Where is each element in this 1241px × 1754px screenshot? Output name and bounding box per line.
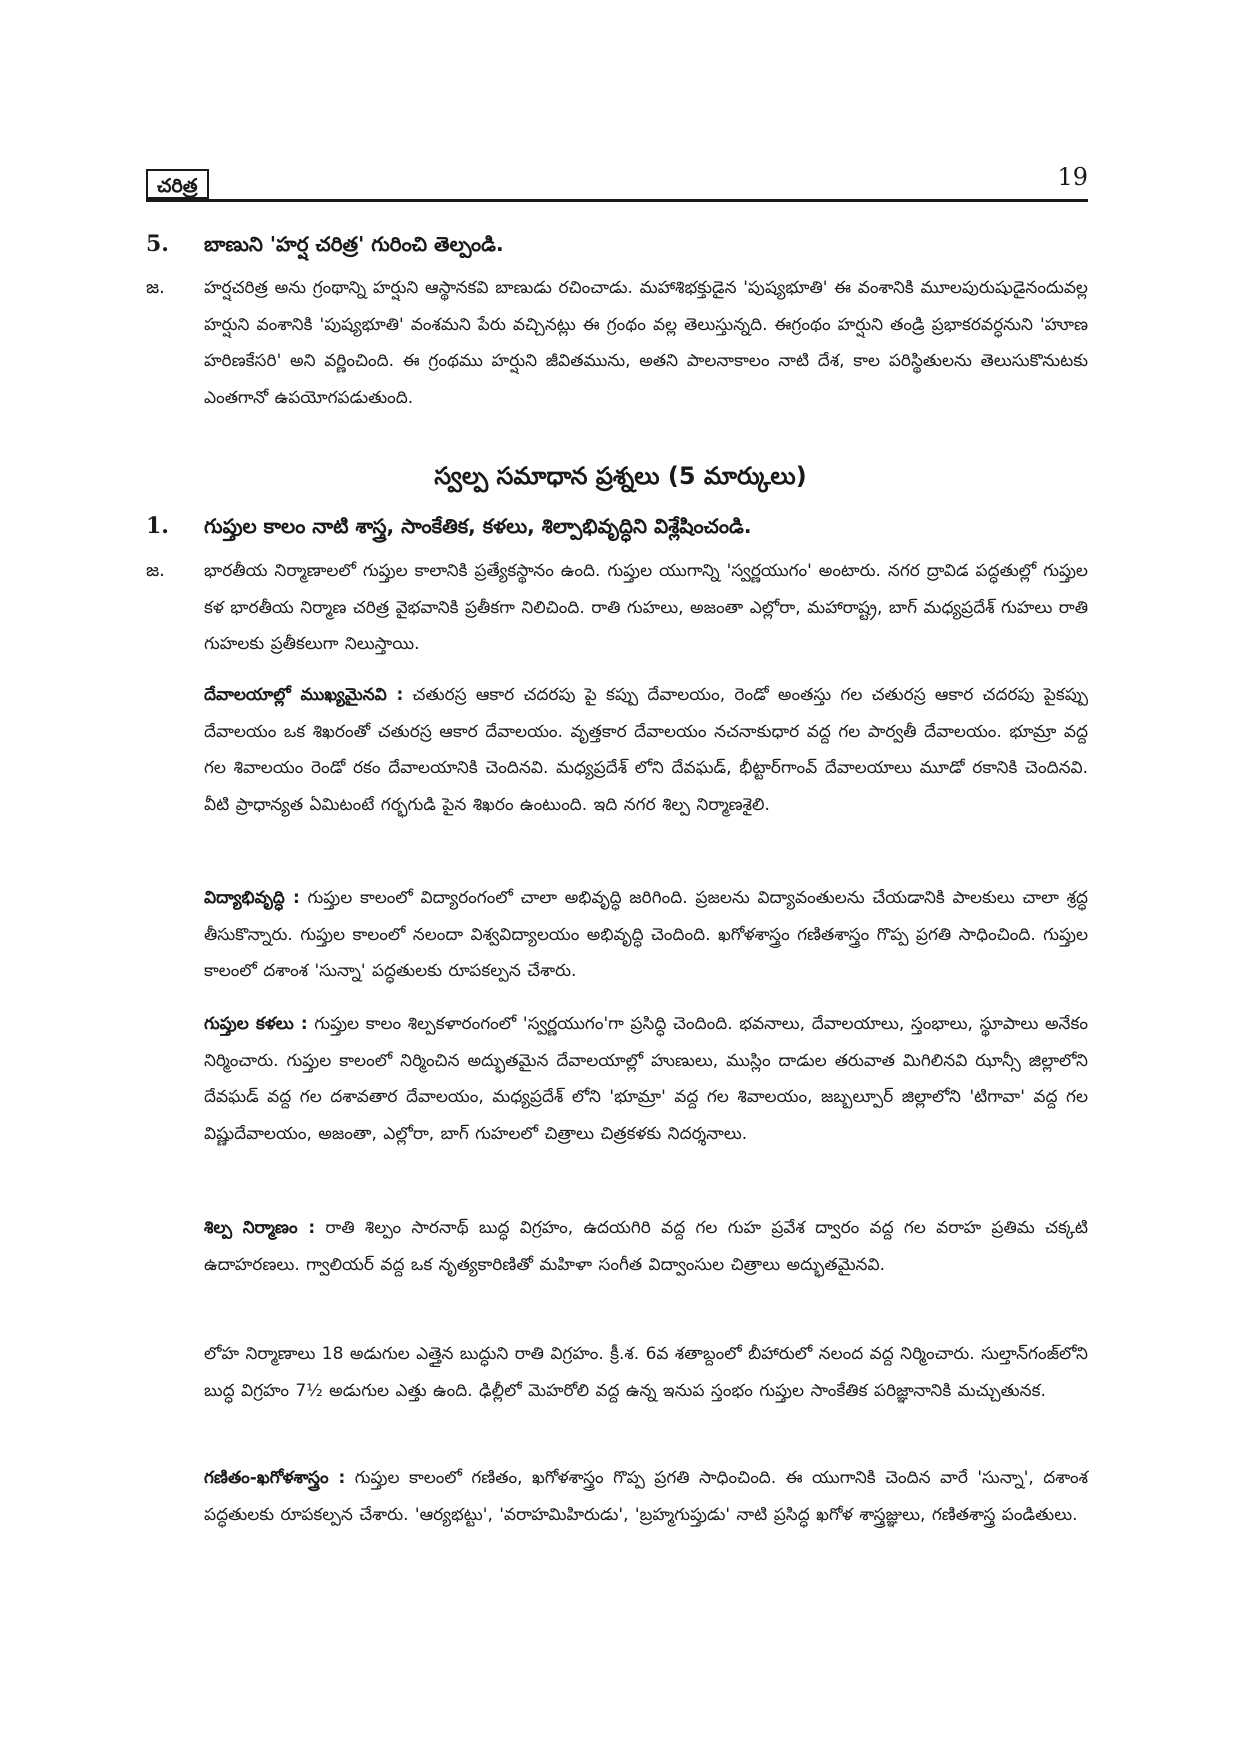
math-heading: గణితం-ఖగోళశాస్త్రం : [204, 1468, 346, 1488]
math-paragraph [204, 1460, 1088, 1533]
metal-paragraph: లోహ నిర్మాణాలు 18 అడుగుల ఎత్తైన బుద్ధుని రాతి విగ్రహం. క్రీ.శ. 6వ శతాబ్దంలో బీహారులో నలంద వద్ద నిర్మించారు. సుల్తాన్‌గంజ్‌లోని బుద్ధ విగ్రహం 7½ అడుగుల ఎత్తు ఉంది. ఢిల్లీలో మెహరోలి వద్ద ఉన్న ఇనుప స్తంభం గుప్తుల సాంకేతిక పరిజ్ఞానానికి మచ్చుతునక. [204, 1344, 1088, 1401]
page-number: 19 [1057, 163, 1088, 191]
answer-marker: జ. [146, 277, 165, 298]
sculpture-heading: శిల్ప నిర్మాణం : [204, 1218, 316, 1238]
temples-text: చతురస్ర ఆకార చదరపు పై కప్పు దేవాలయం, రెండో అంతస్తు గల చతురస్ర ఆకార చదరపు పైకప్పు దేవాలయం ఒక శిఖరంతో చతురస్ర ఆకార దేవాలయం. వృత్తకార దేవాలయం నచనాకుధార వద్ద గల పార్వతీ దేవాలయం. భూమ్రా వద్ద గల శివాలయం రెండో రకం దేవాలయానికి చెందినవి. మధ్యప్రదేశ్ లోని దేవఘడ్, భీట్టార్‌గాంవ్ దేవాలయాలు మూడో రకానికి చెందినవి. వీటి ప్రాధాన్యత ఏమిటంటే గర్భగుడి పైన శిఖరం ఉంటుంది. ఇది నగర శిల్ప నిర్మాణశైలి. [204, 685, 1088, 815]
arts-paragraph [204, 1006, 1088, 1152]
question-number: 5. [146, 231, 169, 257]
running-header [146, 162, 1088, 202]
question-text: గుప్తుల కాలం నాటి శాస్త్ర, సాంకేతిక, కళలు, శిల్పాభివృద్ధిని విశ్లేషించండి. [204, 514, 752, 538]
question-5 [146, 226, 504, 262]
question-number: 1. [146, 513, 169, 539]
sculpture-paragraph [204, 1210, 1088, 1283]
arts-heading: గుప్తుల కళలు : [204, 1014, 308, 1034]
math-text: గుప్తుల కాలంలో గణితం, ఖగోళశాస్త్రం గొప్ప ప్రగతి సాధించింది. ఈ యుగానికి చెందిన వారే 'సున్నా', దశాంశ పద్ధతులకు రూపకల్పన చేశారు. 'ఆర్యభట్టు', 'వరాహమిహిరుడు', 'బ్రహ్మగుప్తుడు' నాటి ప్రసిద్ధ ఖగోళ శాస్త్రజ్ఞులు, గణితశాస్త్ర పండితులు. [204, 1468, 1088, 1525]
education-heading: విద్యాభివృద్ధి : [204, 888, 300, 908]
temples-paragraph [204, 677, 1088, 823]
education-paragraph [204, 880, 1088, 990]
sculpture-text: రాతి శిల్పం సారనాథ్ బుద్ధ విగ్రహం, ఉదయగిరి వద్ద గల గుహ ప్రవేశ ద్వారం వద్ద గల వరాహ ప్రతిమ చక్కటి ఉదాహరణలు. గ్వాలియర్ వద్ద ఒక నృత్యకారిణితో మహిళా సంగీత విద్వాంసుల చిత్రాలు అద్భుతమైనవి. [204, 1218, 1089, 1275]
education-text: గుప్తుల కాలంలో విద్యారంగంలో చాలా అభివృద్ధి జరిగింది. ప్రజలను విద్యావంతులను చేయడానికి పాలకులు చాలా శ్రద్ధ తీసుకొన్నారు. గుప్తుల కాలంలో నలందా విశ్వవిద్యాలయం అభివృద్ధి చెందింది. ఖగోళశాస్త్రం గణితశాస్త్రం గొప్ప ప్రగతి సాధించింది. గుప్తుల కాలంలో దశాంశ 'సున్నా' పద్ధతులకు రూపకల్పన చేశారు. [204, 888, 1088, 981]
temples-heading: దేవాలయాల్లో ముఖ్యమైనవి : [204, 685, 404, 705]
subject-label: చరిత్ర [146, 169, 209, 199]
answer-marker: జ. [146, 560, 165, 581]
answer-paragraph: హర్షచరిత్ర అను గ్రంథాన్ని హర్షుని ఆస్థానకవి బాణుడు రచించాడు. మహాశిభక్తుడైన 'పుష్యభూతి' ఈ వంశానికి మూలపురుషుడైనందువల్ల హర్షుని వంశానికి 'పుష్యభూతి' వంశమని పేరు వచ్చినట్లు ఈ గ్రంథం వల్ల తెలుస్తున్నది. ఈగ్రంథం హర్షుని తండ్రి ప్రభాకరవర్ధనుని 'హూణ హరిణకేసరి' అని వర్ణించింది. ఈ గ్రంథము హర్షుని జీవితమును, అతని పాలనాకాలం నాటి దేశ, కాల పరిస్థితులను తెలుసుకొనుటకు ఎంతగానో ఉపయోగపడుతుంది. [204, 278, 1088, 408]
question-text: బాణుని 'హర్ష చరిత్ర' గురించి తెల్పండి. [204, 232, 504, 256]
intro-paragraph: భారతీయ నిర్మాణాలలో గుప్తుల కాలానికి ప్రత్యేకస్థానం ఉంది. గుప్తుల యుగాన్ని 'స్వర్ణయుగం' అంటారు. నగర ద్రావిడ పద్ధతుల్లో గుప్తుల కళ భారతీయ నిర్మాణ చరిత్ర వైభవానికి ప్రతీకగా నిలిచింది. రాతి గుహలు, అజంతా ఎల్లోరా, మహారాష్ట్ర, బాగ్ మధ్యప్రదేశ్ గుహలు రాతి గుహలకు ప్రతీకలుగా నిలుస్తాయి. [204, 561, 1088, 654]
question-1 [146, 508, 751, 544]
arts-text: గుప్తుల కాలం శిల్పకళారంగంలో 'స్వర్ణయుగం'గా ప్రసిద్ధి చెందింది. భవనాలు, దేవాలయాలు, స్తంభాలు, స్థూపాలు అనేకం నిర్మించారు. గుప్తుల కాలంలో నిర్మించిన అద్భుతమైన దేవాలయాల్లో హుణులు, ముస్లిం దాడుల తరువాత మిగిలినవి ఝాన్సీ జిల్లాలోని దేవఘడ్ వద్ద గల దశావతార దేవాలయం, మధ్యప్రదేశ్ లోని 'భూమ్రా' వద్ద గల శివాలయం, జబ్బల్పూర్ జిల్లాలోని 'టిగావా' వద్ద గల విష్ణుదేవాలయం, అజంతా, ఎల్లోరా, బాగ్ గుహలలో చిత్రాలు చిత్రకళకు నిదర్శనాలు. [204, 1014, 1088, 1144]
section-title: స్వల్ప సమాధాన ప్రశ్నలు (5 మార్కులు) [434, 462, 807, 490]
header-rule [146, 199, 1088, 202]
